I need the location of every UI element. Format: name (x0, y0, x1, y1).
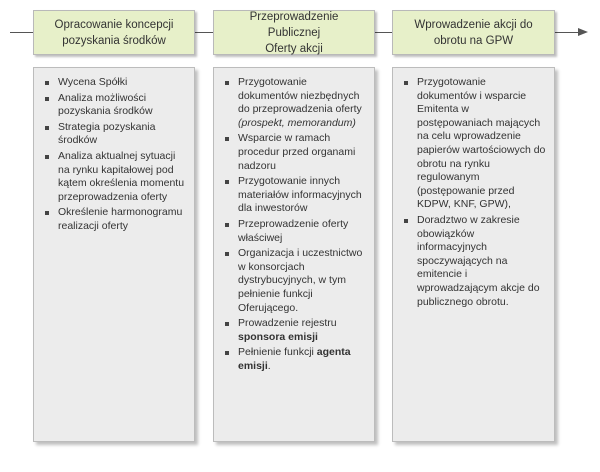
body-public-offer (213, 67, 375, 442)
list-item-text: Przygotowanie dokumentów niezbędnych do przeprowadzenia oferty (238, 76, 362, 116)
list-item: Analiza możliwości pozyskania środków (34, 92, 186, 119)
body-gpw (392, 67, 555, 442)
list-item-text: Prowadzenie rejestru (238, 317, 337, 330)
list-item: Wsparcie w ramach procedur przed organami nadzoru (214, 132, 366, 173)
list-item-text: Pełnienie funkcji (238, 346, 317, 359)
process-arrow-head-icon (578, 28, 588, 36)
list-item-bold: agenta emisji (238, 346, 351, 372)
header-gpw-line2: obrotu na GPW (433, 34, 514, 47)
header-concept-line1: Opracowanie koncepcji (54, 18, 174, 31)
list-item (214, 317, 366, 344)
list-item-tail: . (267, 359, 271, 372)
header-public-offer-line2: Oferty akcji (265, 42, 323, 55)
list-item: Doradztwo w zakresie obowiązków informacyjnych spoczywających na emitencie i wprowadzającym akcje do publicznego obrotu. (393, 214, 546, 309)
header-concept-line2: pozyskania środków (62, 34, 166, 47)
header-gpw (392, 10, 555, 55)
list-item: Przygotowanie innych materiałów informacyjnych dla inwestorów (214, 175, 366, 216)
list-item (214, 346, 366, 373)
header-concept (33, 10, 195, 55)
list-item: Wycena Spółki (34, 76, 186, 90)
list-public-offer (214, 76, 366, 373)
list-gpw (393, 76, 546, 309)
list-item-italic: (prospekt, memorandum) (238, 116, 356, 129)
header-public-offer (213, 10, 375, 55)
list-item: Przeprowadzenie oferty właściwej (214, 218, 366, 245)
list-concept (34, 76, 186, 234)
list-item: Analiza aktualnej sytuacji na rynku kapitałowej pod kątem określenia momentu przeprowadzenia oferty (34, 150, 186, 204)
list-item: Organizacja i uczestnictwo w konsorcjach dystrybucyjnych, w tym pełnienie funkcji Oferującego. (214, 247, 366, 315)
list-item (214, 76, 366, 130)
header-public-offer-line1: Przeprowadzenie Publicznej (249, 10, 339, 39)
header-gpw-line1: Wprowadzenie akcji do (414, 18, 533, 31)
list-item-bold: sponsora emisji (238, 330, 318, 343)
body-concept (33, 67, 195, 442)
list-item: Strategia pozyskania środków (34, 121, 186, 148)
list-item: Określenie harmonogramu realizacji oferty (34, 206, 186, 233)
list-item: Przygotowanie dokumentów i wsparcie Emitenta w postępowaniach mających na celu wprowadzenie papierów wartościowych do obrotu na rynku regulowanym (postępowanie przed KDPW, KNF, GPW), (393, 76, 546, 212)
